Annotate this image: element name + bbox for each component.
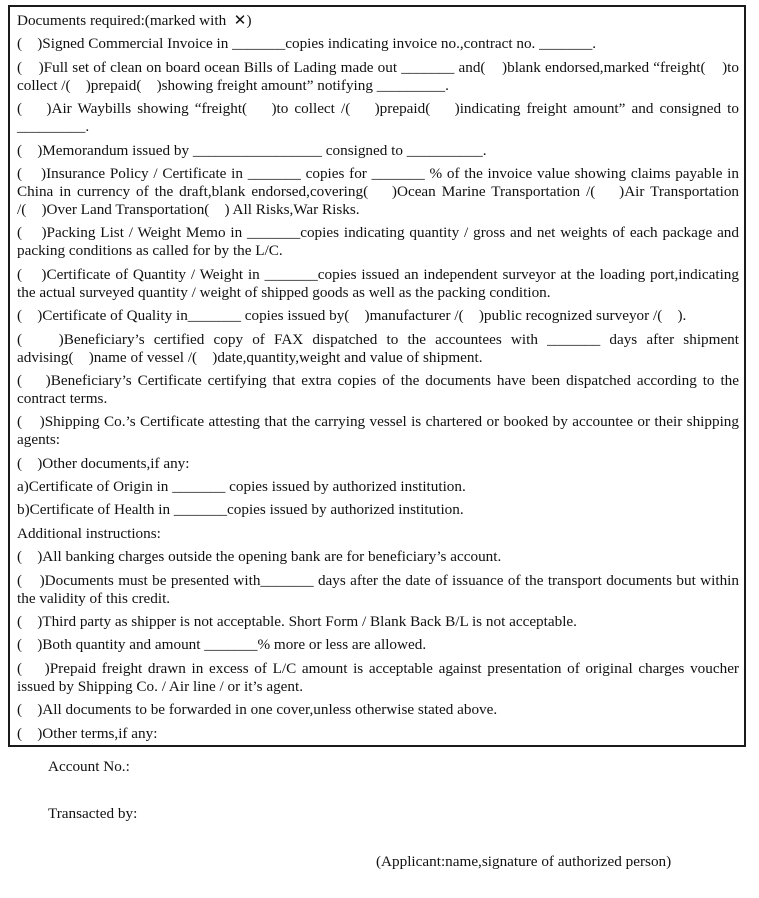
item-memorandum: ( )Memorandum issued by _________________ consigned to __________.	[17, 141, 487, 159]
item-other-documents: ( )Other documents,if any:	[17, 454, 190, 472]
transacted-by-label: Transacted by:	[48, 805, 138, 822]
item-banking-charges: ( )All banking charges outside the opening bank are for beneficiary’s account.	[17, 548, 502, 566]
item-presentation-period: ( )Documents must be presented with_______ days after the date of issuance of the transport documents but within the validity of this credit.	[17, 571, 739, 607]
item-beneficiary-fax: ( )Beneficiary’s certified copy of FAX dispatched to the accountees with _______ days after shipment advising( )name of vessel /( )date,quantity,weight and value of shipment.	[17, 330, 739, 366]
applicant-signature-note: (Applicant:name,signature of authorized person)	[376, 853, 672, 870]
account-no-label: Account No.:	[48, 758, 130, 775]
item-certificate-of-origin: a)Certificate of Origin in _______ copies issued by authorized institution.	[17, 478, 466, 496]
item-commercial-invoice: ( )Signed Commercial Invoice in _______copies indicating invoice no.,contract no. _______.	[17, 35, 597, 53]
item-packing-list: ( )Packing List / Weight Memo in _______copies indicating quantity / gross and net weights of each package and packing conditions as called for by the L/C.	[17, 224, 739, 260]
item-certificate-of-quality: ( )Certificate of Quality in_______ copies issued by( )manufacturer /( )public recognized surveyor /( ).	[17, 307, 687, 325]
item-shipping-co-certificate: ( )Shipping Co.’s Certificate attesting that the carrying vessel is chartered or booked by accountee or their shipping agents:	[17, 413, 739, 449]
item-one-cover: ( )All documents to be forwarded in one cover,unless otherwise stated above.	[17, 701, 498, 719]
additional-instructions-heading: Additional instructions:	[17, 524, 161, 542]
item-quantity-amount-tolerance: ( )Both quantity and amount _______% more or less are allowed.	[17, 636, 427, 654]
item-other-terms: ( )Other terms,if any:	[17, 724, 158, 742]
item-air-waybills: ( )Air Waybills showing “freight( )to collect /( )prepaid( )indicating freight amount” and consigned to _________.	[17, 100, 739, 136]
item-bills-of-lading: ( )Full set of clean on board ocean Bills of Lading made out _______ and( )blank endorsed,marked “freight( )to collect /( )prepaid( )showing freight amount” notifying _________.	[17, 58, 739, 94]
item-prepaid-freight: ( )Prepaid freight drawn in excess of L/C amount is acceptable against presentation of original charges voucher issued by Shipping Co. / Air line / or it’s agent.	[17, 659, 739, 695]
item-insurance-policy: ( )Insurance Policy / Certificate in _______ copies for _______ % of the invoice value showing claims payable in China in currency of the draft,blank endorsed,covering( )Ocean Marine Transportation /( )Air Transportation /( )Over Land Transportation( ) All Risks,War Risks.	[17, 164, 739, 218]
documents-required-box	[8, 5, 746, 747]
item-beneficiary-certificate: ( )Beneficiary’s Certificate certifying that extra copies of the documents have been dispatched according to the contract terms.	[17, 371, 739, 407]
item-third-party-shipper: ( )Third party as shipper is not acceptable. Short Form / Blank Back B/L is not acceptable.	[17, 613, 577, 631]
item-certificate-of-quantity: ( )Certificate of Quantity / Weight in _______copies issued an independent surveyor at the loading port,indicating the actual surveyed quantity / weight of shipped goods as well as the packing condition.	[17, 265, 739, 301]
documents-required-heading: Documents required:(marked with ✕)	[17, 12, 252, 29]
item-certificate-of-health: b)Certificate of Health in _______copies issued by authorized institution.	[17, 501, 464, 519]
